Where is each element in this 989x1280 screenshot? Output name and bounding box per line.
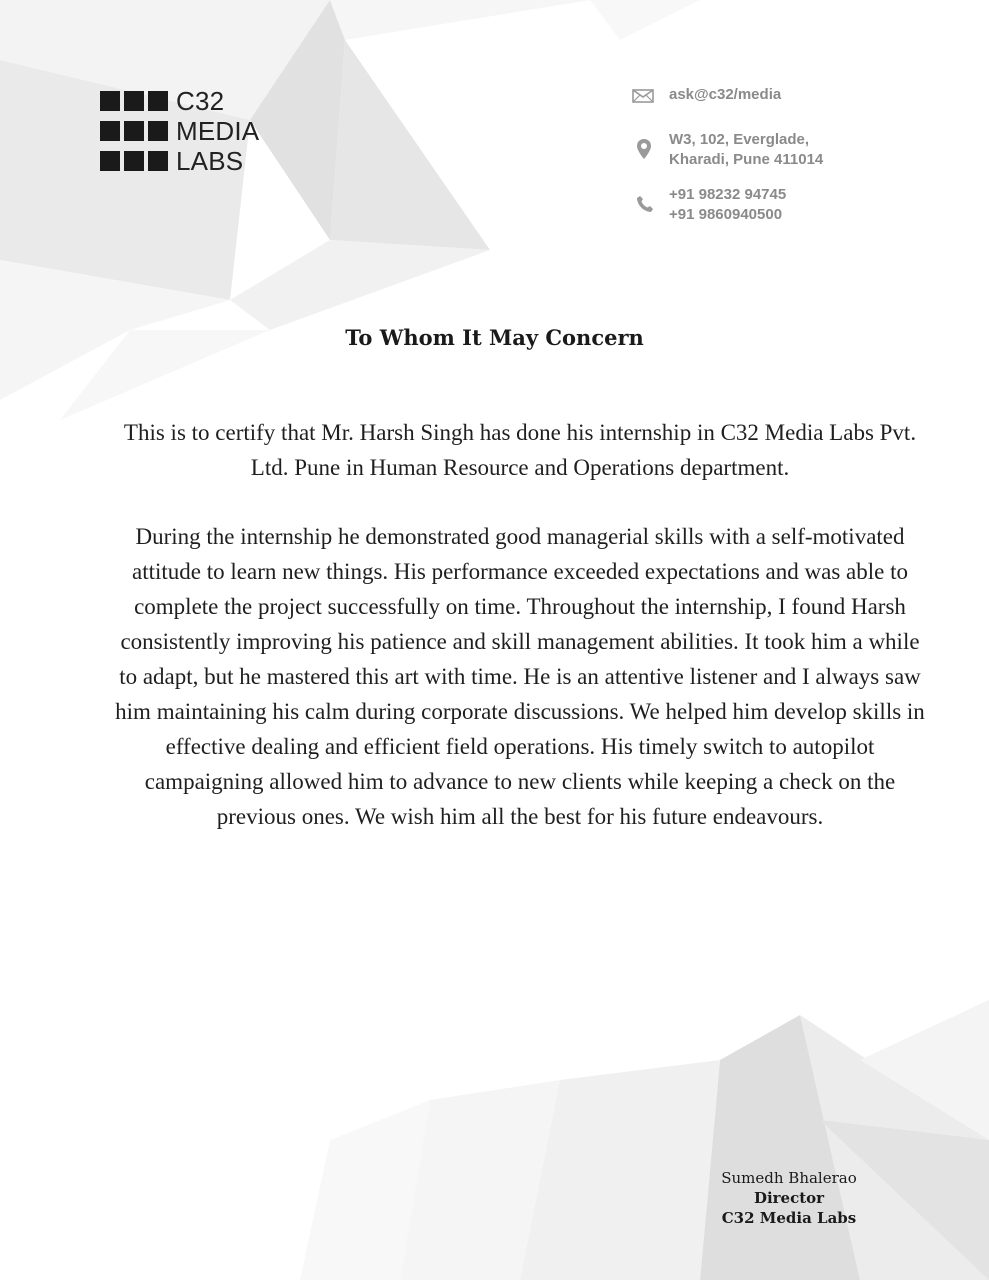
phone-icon	[636, 195, 654, 213]
logo-square	[148, 151, 168, 171]
logo-square	[100, 151, 120, 171]
logo-square	[148, 121, 168, 141]
logo-square	[148, 91, 168, 111]
signatory-company: C32 Media Labs	[721, 1209, 857, 1227]
signature-block	[700, 1168, 878, 1228]
contact-address	[632, 130, 932, 172]
company-logo	[100, 86, 259, 176]
logo-square	[124, 151, 144, 171]
logo-square	[100, 91, 120, 111]
address-line-2: Kharadi, Pune 411014	[669, 151, 824, 168]
location-pin-icon	[636, 138, 652, 160]
email-text: ask@c32/media	[669, 86, 782, 103]
letter-paragraph-1: This is to certify that Mr. Harsh Singh has done his internship in C32 Media Labs Pvt. Ltd. Pune in Human Resource and Operations department.	[123, 420, 917, 480]
address-line-1: W3, 102, Everglade,	[669, 131, 810, 148]
signatory-name: Sumedh Bhalerao	[721, 1169, 857, 1187]
phone-1: +91 98232 94745	[669, 186, 787, 203]
letter-heading: To Whom It May Concern	[345, 325, 644, 350]
contact-email	[632, 85, 932, 107]
mail-icon	[632, 89, 654, 103]
logo-text-line: MEDIA	[176, 116, 260, 146]
phone-2: +91 9860940500	[669, 206, 783, 223]
logo-text-line: LABS	[176, 146, 244, 176]
logo-square	[124, 91, 144, 111]
contact-phone	[632, 185, 932, 227]
logo-text-line: C32	[176, 86, 225, 116]
letter-paragraph-2: During the internship he demonstrated good managerial skills with a self-motivated attitude to learn new things. His performance exceeded expectations and was able to complete the project successfully on time. Throughout the internship, I found Harsh consistently improving his patience and skill management abilities. It took him a while to adapt, but he mastered this art with time. He is an attentive listener and I always saw him maintaining his calm during corporate discussions. We helped him develop skills in effective dealing and efficient field operations. His timely switch to autopilot campaigning allowed him to advance to new clients while keeping a check on the previous ones. We wish him all the best for his future endeavours.	[115, 524, 925, 829]
signatory-title: Director	[753, 1189, 825, 1207]
logo-square	[124, 121, 144, 141]
logo-square	[100, 121, 120, 141]
